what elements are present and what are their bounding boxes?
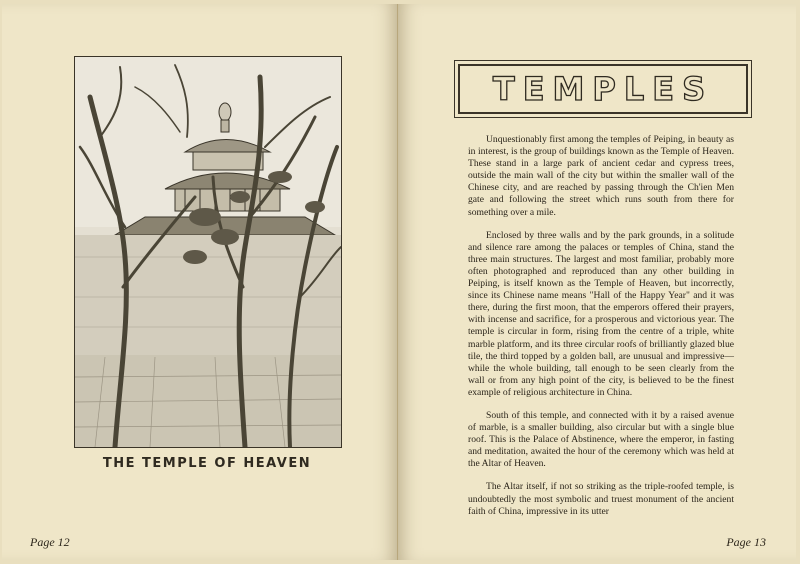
chapter-heading-frame (458, 64, 748, 114)
temple-illustration (74, 56, 342, 448)
paragraph: Unquestionably first among the temples of Peiping, in beauty as in interest, is the group of buildings known as the Temple of Heaven. These stand in a large park of ancient cedar and cypress trees, outside the main wall of the city but within the smaller wall of the Chinese city, and are reached by passing through the Ch'ien Men gate and following the street which runs south from there for something over a mile. (468, 134, 734, 218)
chapter-heading: TEMPLES (492, 70, 714, 108)
page-number-right: Page 13 (726, 535, 766, 549)
body-text (468, 134, 734, 529)
right-page (398, 4, 796, 560)
left-page (2, 4, 398, 560)
paragraph: Enclosed by three walls and by the park grounds, in a solitude and silence rare among the palaces or temples of China, stand the three main structures. The largest and most familiar, probably more often photographed and reproduced than any other building in Peiping, is itself known as the Temple of Heaven, but incorrectly, since its Chinese name means "Hall of the Happy Year" and it was there, during the first moon, that the emperors offered their prayers, with incense and sacrifice, for a prosperous and victorious year. The temple is circular in form, rising from the centre of a triple, white marble platform, and its three circular roofs of brilliantly glazed blue tile, the third topped by a golden ball, are unusual and impressive—while the whole building, tall enough to be seen clearly from the wall or from any high point of the city, is believed to be the finest example of religious architecture in China. (468, 229, 734, 398)
page-number-left: Page 12 (30, 535, 70, 549)
illustration-caption: THE TEMPLE OF HEAVEN (102, 456, 312, 471)
paragraph: South of this temple, and connected with it by a raised avenue of marble, is a smaller building, also circular but with a single blue roof. This is the Palace of Abstinence, where the emperor, in fasting and meditation, awaited the hour of the ceremony which was held at the Altar of Heaven. (468, 409, 734, 470)
paragraph: The Altar itself, if not so striking as the triple-roofed temple, is undoubtedly the most symbolic and truest monument of the ancient faith of China, impressive in its utter (468, 481, 734, 517)
